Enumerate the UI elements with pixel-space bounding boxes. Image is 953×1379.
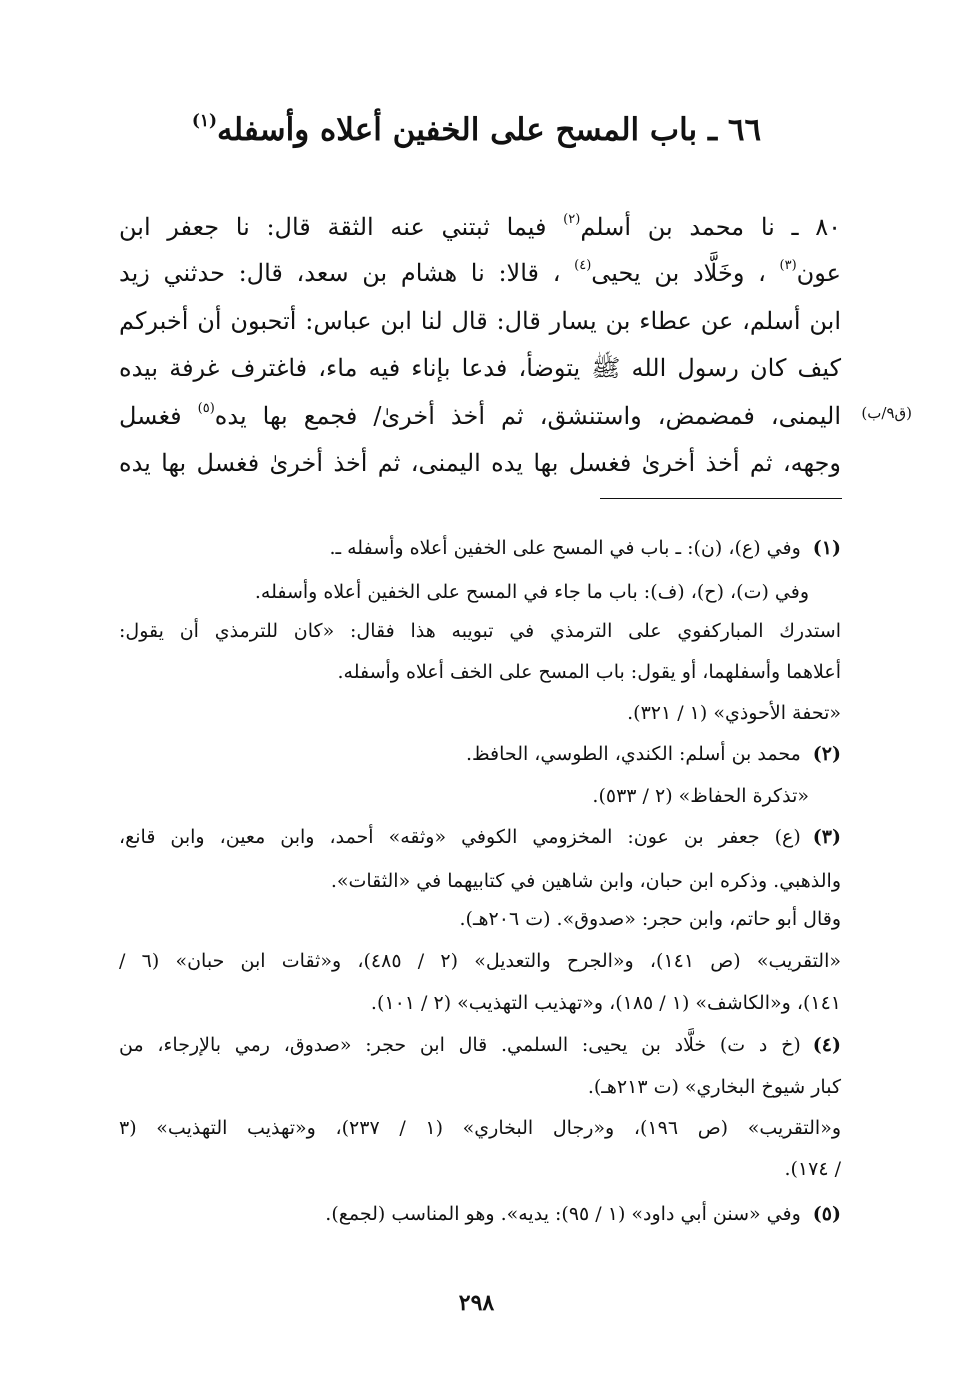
footnote-number: (١) (812, 537, 841, 559)
footnote-line: والذهبي. وذكره ابن حبان، وابن شاهين في كتابيهما في «الثقات». (330, 870, 841, 892)
body-line-1: ٨٠ ـ نا محمد بن أسلم$^{(٢)}$ فيما ثبتني عنه الثقة قال: نا جعفر ابن (119, 212, 842, 241)
body-line-3: ابن أسلم، عن عطاء بن يسار قال: قال لنا ابن عباس: أتحبون أن أخبركم (119, 307, 841, 335)
footnote-separator (600, 498, 842, 499)
footnote-text: محمد بن أسلم: الكندي، الطوسي، الحافظ. (465, 743, 801, 765)
footnote-line: / ١٧٤). (784, 1158, 841, 1180)
section-heading (80, 108, 873, 152)
footnote-3 (119, 820, 841, 854)
heading-footnote-ref: (١) (191, 111, 218, 131)
footnote-4 (119, 1028, 841, 1062)
footnote-number: (٢) (812, 743, 841, 765)
manuscript-folio-marker: (ق٩/ب) (861, 404, 912, 422)
footnote-5 (119, 1197, 841, 1231)
footnote-ref-5: (٥) (197, 401, 215, 416)
footnote-ref-2: (٢) (563, 212, 581, 227)
footnote-line: وفي (ت)، (ح)، (ف): باب ما جاء في المسح على الخفين أعلاه وأسفله. (254, 581, 809, 603)
footnote-ref-3: (٣) (779, 258, 797, 273)
footnote-line: «التقريب» (ص ١٤١)، و«الجرح والتعديل» (٢ / ٤٨٥)، و«ثقات ابن حبان» (٦ / (119, 950, 841, 972)
footnote-ref-4: (٤) (574, 258, 592, 273)
body-line-2: عون$^{(٣)}$ ، وخَلَّاد بن يحيى$^{(٤)}$ ، قالا: نا هشام بن سعد، قال: حدثني زيد (119, 258, 841, 287)
footnote-number: (٥) (812, 1203, 841, 1225)
footnote-number: (٣) (812, 826, 841, 848)
footnote-text: وفي (ع)، (ن): ـ باب في المسح على الخفين أعلاه وأسفله ـ. (329, 537, 801, 559)
footnote-line: أعلاهما وأسفلهما، أو يقول: باب المسح على الخف أعلاه وأسفله. (337, 661, 841, 683)
footnote-text: (خ د ت) خلَّاد بن يحيى: السلمي. قال ابن حجر: «صدوق، رمي بالإرجاء، من (119, 1034, 801, 1056)
footnote-text: (ع) جعفر بن عون: المخزومي الكوفي «وثقه» أحمد، وابن معين، وابن قانع، (119, 826, 801, 848)
footnote-line: استدرك المباركفوي على الترمذي في تبويبه هذا فقال: «كان للترمذي أن يقول: (119, 620, 841, 642)
footnote-line: ١٤١)، و«الكاشف» (١ / ١٨٥)، و«تهذيب التهذيب» (٢ / ١٠١). (370, 992, 841, 1014)
footnote-line: «تذكرة الحفاظ» (٢ / ٥٣٣). (592, 785, 809, 807)
footnote-number: (٤) (812, 1034, 841, 1056)
page-number: ٢٩٨ (458, 1290, 495, 1316)
footnote-line: «تحفة الأحوذي» (١ / ٣٢١). (627, 702, 841, 724)
footnote-line: وقال أبو حاتم، وابن حجر: «صدوق». (ت ٢٠٦هـ). (459, 908, 841, 930)
footnote-line: و«التقريب» (ص ١٩٦)، و«رجال البخاري» (١ / ٢٣٧)، و«تهذيب التهذيب» (٣ (119, 1117, 842, 1139)
body-line-5: اليمنى، فمضمض، واستنشق، ثم أخذ أخرىٰ/ فجمع بها يده$^{(٥)}$ فغسل (119, 401, 841, 430)
footnote-2 (119, 737, 841, 771)
body-line-4: كيف كان رسول الله ﷺ يتوضأ، فدعا بإناء فيه ماء، فاغترف غرفة بيده (119, 354, 841, 382)
footnote-text: وفي «سنن أبي داود» (١ / ٩٥): يديه». وهو المناسب (لجمع). (325, 1203, 801, 1225)
footnote-line: كبار شيوخ البخاري» (ت ٢١٣هـ). (587, 1076, 841, 1098)
body-line-6: وجهه، ثم أخذ أخرىٰ فغسل بها يده اليمنى، ثم أخذ أخرىٰ فغسل بها يده (119, 449, 841, 477)
footnote-1 (119, 531, 841, 565)
heading-text: ٦٦ ـ باب المسح على الخفين أعلاه وأسفله (217, 112, 762, 148)
